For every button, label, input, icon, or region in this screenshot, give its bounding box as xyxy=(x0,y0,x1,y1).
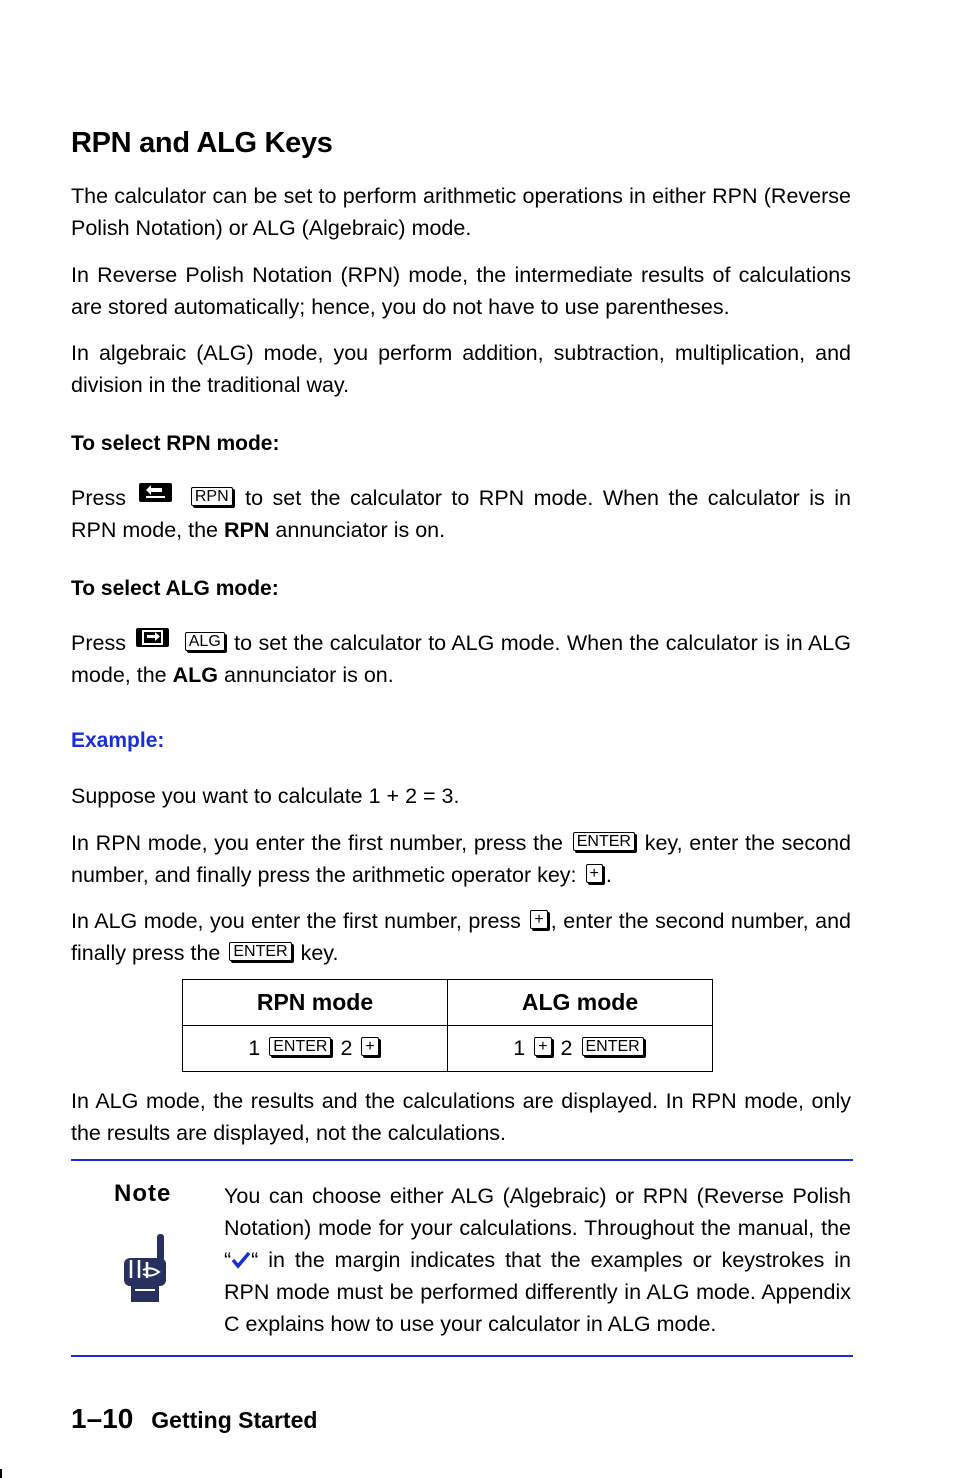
note-top-divider xyxy=(71,1159,853,1161)
alg-instructions-end: annunciator is on. xyxy=(223,663,394,687)
example-text: In RPN mode, you enter the first number, press the xyxy=(71,831,564,855)
enter-key: ENTER xyxy=(269,1037,331,1056)
example-text: key. xyxy=(300,941,339,965)
digit: 1 xyxy=(248,1036,261,1060)
alg-instructions xyxy=(71,627,851,691)
enter-key: ENTER xyxy=(582,1037,644,1056)
rpn-key: RPN xyxy=(191,487,233,506)
example-paragraph-1: Suppose you want to calculate 1 + 2 = 3. xyxy=(71,784,460,808)
example-heading: Example: xyxy=(71,729,165,752)
example-text: , enter the second number, and finally press the xyxy=(71,909,851,965)
rpn-instructions-end: annunciator is on. xyxy=(275,518,446,542)
example-text: . xyxy=(605,863,612,887)
note-text xyxy=(224,1180,851,1340)
right-shift-key xyxy=(136,628,169,647)
table-row xyxy=(183,1026,713,1072)
digit: 2 xyxy=(560,1036,573,1060)
enter-key: ENTER xyxy=(573,832,635,851)
example-paragraph-3 xyxy=(71,905,851,969)
press-label: Press xyxy=(71,631,126,655)
note-bottom-divider xyxy=(71,1355,853,1357)
rpn-annunciator: RPN xyxy=(223,518,270,542)
page-footer xyxy=(71,1403,317,1435)
intro-paragraph-2: In Reverse Polish Notation (RPN) mode, the intermediate results of calculations are stored automatically; hence, you do not have to use parentheses. xyxy=(71,263,851,319)
column-header-rpn: RPN mode xyxy=(183,980,448,1026)
intro-paragraph-3: In algebraic (ALG) mode, you perform addition, subtraction, multiplication, and division in the traditional way. xyxy=(71,341,851,397)
column-header-alg: ALG mode xyxy=(448,980,713,1026)
rpn-instructions-text: to set the calculator to RPN mode. When the calculator is in RPN mode, the xyxy=(71,486,851,542)
alg-key: ALG xyxy=(185,632,225,651)
checkmark-icon xyxy=(231,1251,251,1269)
plus-key: + xyxy=(586,864,603,883)
alg-instructions-text: to set the calculator to ALG mode. When the calculator is in ALG mode, the xyxy=(71,631,851,687)
page-edge-mark xyxy=(0,1469,2,1478)
table-header-row xyxy=(183,980,713,1026)
plus-key: + xyxy=(361,1037,378,1056)
rpn-keystrokes-cell xyxy=(183,1026,448,1072)
right-shift-icon xyxy=(136,628,169,647)
example-text: key, enter the second number, and finally press the arithmetic operator key: xyxy=(71,831,851,887)
example-text: In ALG mode, you enter the first number, press xyxy=(71,909,521,933)
pointing-hand-icon xyxy=(121,1232,171,1304)
note-text-part: “ in the margin indicates that the examples or keystrokes in RPN mode must be performed differently in ALG mode. Appendix C explains how to use your calculator in ALG mode. xyxy=(224,1248,851,1336)
digit: 2 xyxy=(340,1036,353,1060)
rpn-subheading: To select RPN mode: xyxy=(71,432,280,455)
left-shift-key xyxy=(139,483,172,502)
alg-keystrokes-cell xyxy=(448,1026,713,1072)
keystroke-table xyxy=(182,979,713,1072)
note-text-part: You can choose either ALG (Algebraic) or RPN (Reverse Polish Notation) mode for your calculations. Throughout the manual, the “ xyxy=(224,1184,851,1272)
note-label: Note xyxy=(114,1180,172,1207)
alg-annunciator: ALG xyxy=(172,663,218,687)
section-heading: RPN and ALG Keys xyxy=(71,127,333,159)
example-paragraph-2 xyxy=(71,827,851,891)
left-shift-icon xyxy=(139,483,172,502)
plus-key: + xyxy=(530,910,547,929)
press-label: Press xyxy=(71,486,126,510)
plus-key: + xyxy=(534,1037,551,1056)
page-number: 1–10 xyxy=(71,1403,134,1434)
rpn-instructions xyxy=(71,482,851,546)
after-table-paragraph: In ALG mode, the results and the calculations are displayed. In RPN mode, only the results are displayed, not the calculations. xyxy=(71,1089,851,1145)
digit: 1 xyxy=(513,1036,526,1060)
enter-key: ENTER xyxy=(229,942,291,961)
chapter-title: Getting Started xyxy=(151,1407,318,1433)
alg-subheading: To select ALG mode: xyxy=(71,577,279,600)
intro-paragraph-1: The calculator can be set to perform arithmetic operations in either RPN (Reverse Polish Notation) or ALG (Algebraic) mode. xyxy=(71,184,851,240)
